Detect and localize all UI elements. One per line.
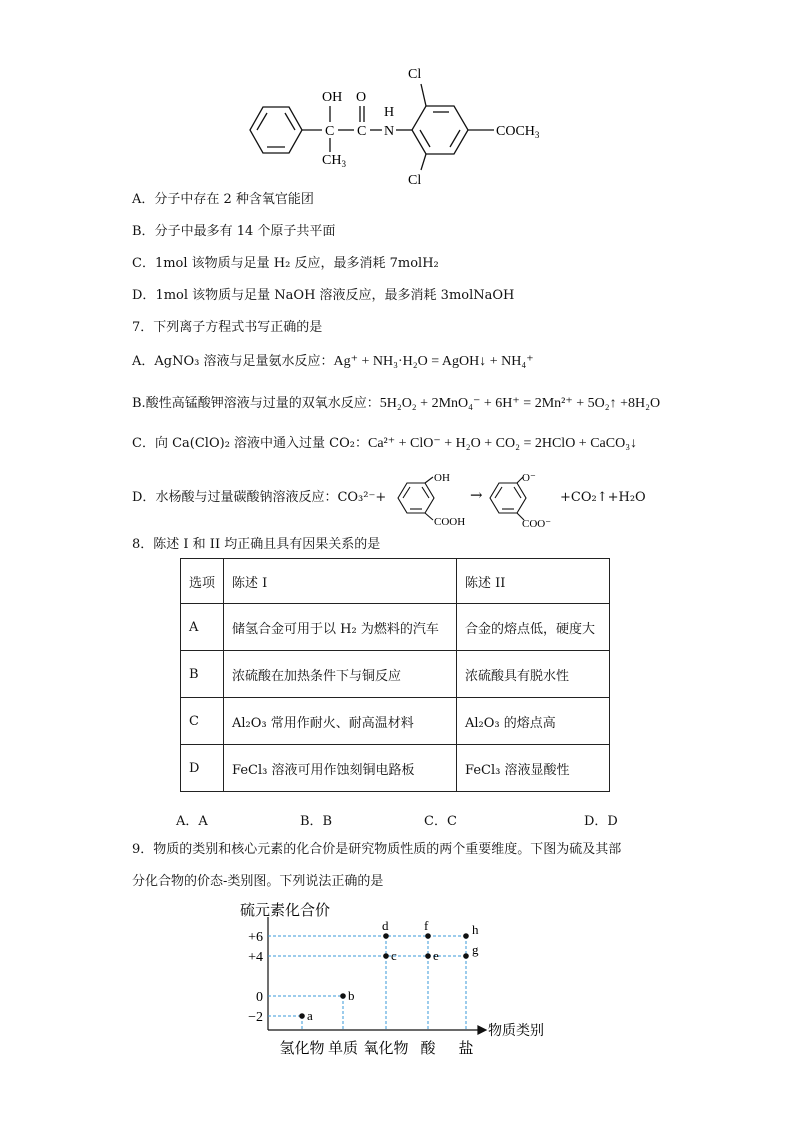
row-statement-1: 储氢合金可用于以 H₂ 为燃料的汽车 [224,604,457,651]
nh-h-label: H [384,105,395,120]
row-statement-2: FeCl₃ 溶液显酸性 [457,745,610,792]
cl-top-label: Cl [408,67,422,82]
x-tick-label: 单质 [327,1041,359,1057]
header-option: 选项 [181,559,224,604]
point-label-h: h [472,922,479,937]
q6-option-a: A．分子中存在 2 种含氧官能团 [132,192,314,207]
row-statement-1: FeCl₃ 溶液可用作蚀刻铜电路板 [224,745,457,792]
chart-ylabel: 硫元素化合价 [240,903,331,919]
table-header-row [181,559,610,604]
point-label-b: b [348,988,355,1003]
x-tick-label: 氢化物 [279,1041,325,1057]
point-label-c: c [391,948,397,963]
data-point-g [463,953,469,959]
y-tick-label: +6 [248,930,263,945]
table-row [181,651,610,698]
row-statement-1: 浓硫酸在加热条件下与铜反应 [224,651,457,698]
data-point-a [299,1013,305,1019]
q7-a-equation: Ag⁺ + NH₃·H₂O = AgOH↓ + NH₄⁺ [333,354,534,369]
table-row [181,745,610,792]
point-label-a: a [307,1008,313,1023]
point-label-f: f [424,918,429,933]
row-statement-2: 合金的熔点低，硬度大 [457,604,610,651]
salicylate-structure [486,470,566,532]
table-row [181,698,610,745]
x-tick-label: 氧化物 [363,1041,409,1057]
q8-table [180,558,610,792]
c2-label: C [357,124,367,139]
nh-n-label: N [384,124,395,139]
y-tick-label: +4 [248,950,263,965]
row-statement-2: 浓硫酸具有脱水性 [457,651,610,698]
q7-stem: 7．下列离子方程式书写正确的是 [132,320,323,335]
q8-choice-b: B．B [300,814,333,829]
q8-choice-a: A．A [176,814,208,829]
salicylic-cooh: COOH [434,516,466,528]
q6-option-c: C．1mol 该物质与足量 H₂ 反应，最多消耗 7molH₂ [132,256,439,271]
q8-choice-d: D．D [584,814,618,829]
q9-stem-line1: 9．物质的类别和核心元素的化合价是研究物质性质的两个重要维度。下图为硫及其部 [132,842,622,857]
data-point-c [383,953,389,959]
q7-option-d: D．水杨酸与过量碳酸钠溶液反应：CO₃²⁻+ [132,490,387,505]
salicylic-oh: OH [434,472,450,484]
chart-xlabel: 物质类别 [488,1024,544,1039]
q7-option-a: A．AgNO₃ 溶液与足量氨水反应：Ag⁺ + NH₃·H₂O = AgOH↓ + NH₄⁺ [132,354,534,369]
data-point-f [425,933,431,939]
row-option: D [181,745,224,792]
molecule-structure [240,56,570,188]
acyl-label: $COCH_3$ [496,124,540,140]
q7-option-c: C．向 Ca(ClO)₂ 溶液中通入过量 CO₂：Ca²⁺ + ClO⁻ + H₂O + CO₂ = 2HClO + CaCO₃↓ [132,436,638,451]
q6-option-b: B．分子中最多有 14 个原子共平面 [132,224,336,239]
q8-choice-c: C．C [424,814,457,829]
oh-label: OH [322,90,343,105]
arrow-icon: → [470,486,483,504]
salicylate-coominus: COO⁻ [522,518,552,530]
c1-label: C [325,124,335,139]
q6-option-d: D．1mol 该物质与足量 NaOH 溶液反应，最多消耗 3molNaOH [132,288,515,303]
data-point-h [463,933,469,939]
table-row [181,604,610,651]
data-point-b [340,993,346,999]
salicylate-ominus: O⁻ [522,472,536,484]
ch3-label: $CH_3$ [322,153,346,169]
point-label-e: e [433,948,439,963]
data-point-d [383,933,389,939]
row-statement-2: Al₂O₃ 的熔点高 [457,698,610,745]
header-statement-1: 陈述 I [224,559,457,604]
row-option: C [181,698,224,745]
row-statement-1: Al₂O₃ 常用作耐火、耐高温材料 [224,698,457,745]
q7-option-b: B.酸性高锰酸钾溶液与过量的双氧水反应：5H₂O₂ + 2MnO₄⁻ + 6H⁺ = 2Mn²⁺ + 5O₂↑ +8H₂O [132,396,661,411]
carbonyl-o-label: O [356,90,367,105]
header-statement-2: 陈述 II [457,559,610,604]
row-option: B [181,651,224,698]
point-label-d: d [382,918,389,933]
cl-bottom-label: Cl [408,173,422,188]
q9-stem-line2: 分化合物的价态-类别图。下列说法正确的是 [132,874,384,889]
y-tick-label: 0 [256,990,263,1005]
x-tick-label: 盐 [458,1041,474,1057]
q8-stem: 8．陈述 I 和 II 均正确且具有因果关系的是 [132,537,381,552]
q7-b-equation: 5H₂O₂ + 2MnO₄⁻ + 6H⁺ = 2Mn²⁺ + 5O₂↑ +8H₂O [379,396,661,411]
sulfur-valence-chart [230,895,590,1063]
q7-c-equation: Ca²⁺ + ClO⁻ + H₂O + CO₂ = 2HClO + CaCO₃↓ [367,436,638,451]
q7-d-tail: +CO₂↑+H₂O [560,490,646,505]
x-tick-label: 酸 [420,1041,436,1057]
data-point-e [425,953,431,959]
point-label-g: g [472,942,479,957]
y-tick-label: −2 [248,1010,263,1025]
row-option: A [181,604,224,651]
